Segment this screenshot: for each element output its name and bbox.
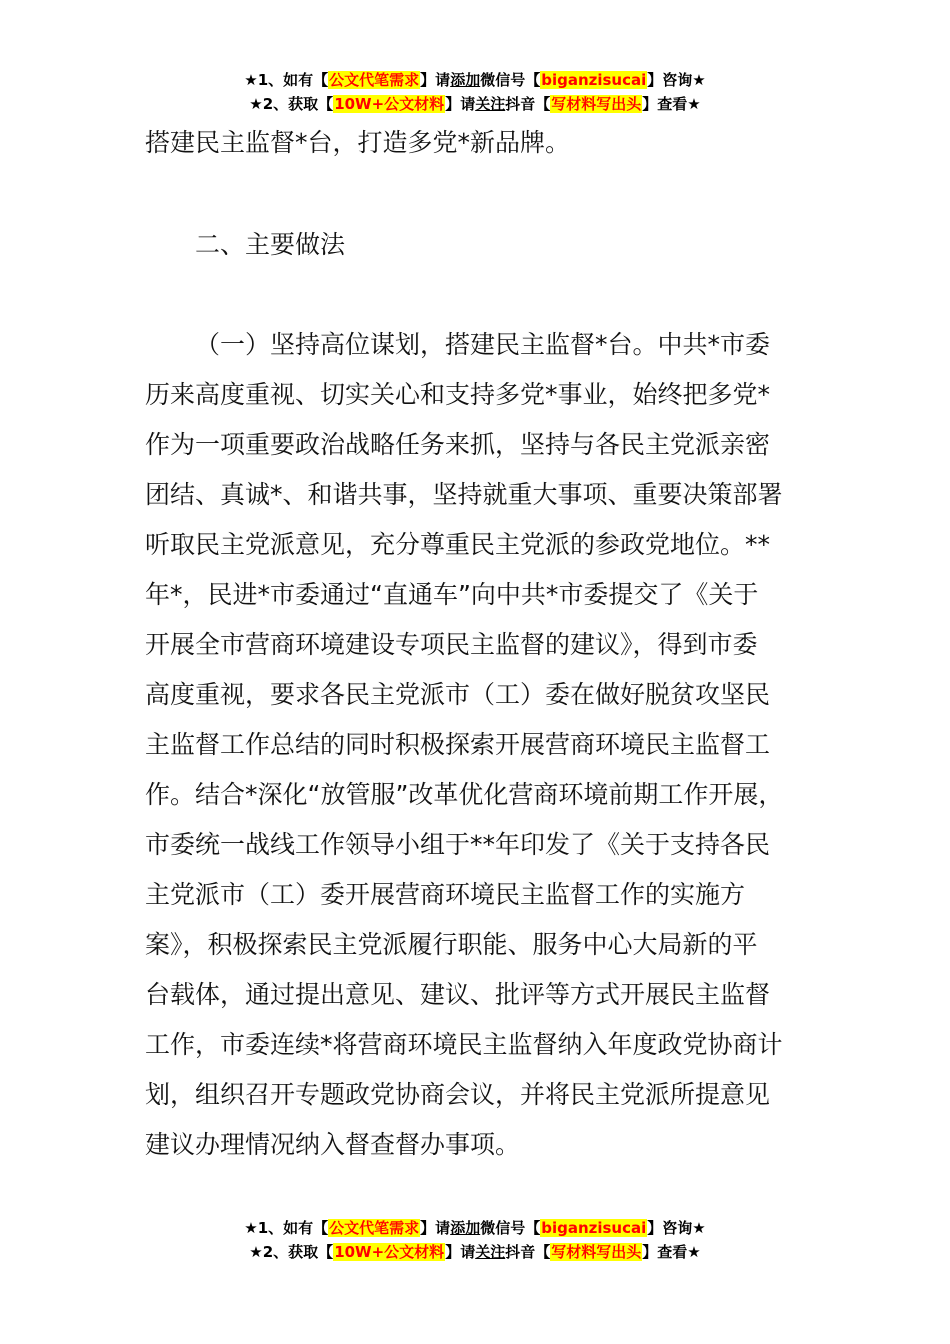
banner-line-1 [0, 1216, 950, 1240]
bottom-banner [0, 1216, 950, 1264]
banner-text: ★2、获取【 [249, 95, 334, 113]
paragraph-line: 工作，市委连续*将营商环境民主监督纳入年度政党协商计 [145, 1030, 783, 1059]
banner-text: 】查看★ [642, 95, 701, 113]
top-banner [0, 68, 950, 116]
banner-text: 】请 [420, 1219, 451, 1237]
banner-text: ★1、如有【 [244, 1219, 329, 1237]
highlight-materials: 10W+公文材料 [334, 1243, 445, 1261]
banner-line-2 [0, 1240, 950, 1264]
paragraph-line: 建议办理情况纳入督查督办事项。 [145, 1130, 521, 1159]
highlight-douyin: 写材料写出头 [551, 1243, 642, 1261]
paragraph-line: 开展全市营商环境建设专项民主监督的建议》，得到市委 [145, 630, 758, 659]
paragraph-line: 听取民主党派意见，充分尊重民主党派的参政党地位。** [145, 530, 771, 559]
highlight-service: 公文代笔需求 [329, 71, 420, 89]
highlight-service: 公文代笔需求 [329, 1219, 420, 1237]
banner-text: 抖音【 [505, 1243, 551, 1261]
banner-text: ★2、获取【 [249, 1243, 334, 1261]
banner-text: 】请 [445, 95, 476, 113]
highlight-wechat-id: biganzisucai [541, 1219, 647, 1237]
banner-line-2 [0, 92, 950, 116]
paragraph-line: 年*，民进*市委通过“直通车”向中共*市委提交了《关于 [145, 580, 759, 609]
highlight-douyin: 写材料写出头 [551, 95, 642, 113]
paragraph-line: 主监督工作总结的同时积极探索开展营商环境民主监督工 [145, 730, 771, 759]
highlight-wechat-id: biganzisucai [541, 71, 647, 89]
banner-text: 】咨询★ [647, 71, 706, 89]
banner-text: 】咨询★ [647, 1219, 706, 1237]
banner-line-1 [0, 68, 950, 92]
continued-text [145, 118, 835, 168]
continued-line: 搭建民主监督*台，打造多党*新品牌。 [145, 128, 571, 157]
banner-text: 】查看★ [642, 1243, 701, 1261]
banner-emphasis: 添加 [450, 71, 481, 89]
paragraph-line: 主党派市（工）委开展营商环境民主监督工作的实施方 [145, 880, 746, 909]
banner-text: 微信号【 [480, 1219, 541, 1237]
paragraph-line: 台载体，通过提出意见、建议、批评等方式开展民主监督 [145, 980, 771, 1009]
section-heading [195, 220, 885, 270]
paragraph-line: 案》，积极探索民主党派履行职能、服务中心大局新的平 [145, 930, 758, 959]
banner-emphasis: 关注 [475, 1243, 506, 1261]
banner-text: 】请 [445, 1243, 476, 1261]
paragraph-line: 团结、真诚*、和谐共事，坚持就重大事项、重要决策部署 [145, 480, 783, 509]
banner-emphasis: 关注 [475, 95, 506, 113]
body-paragraph [145, 320, 835, 1170]
banner-text: 抖音【 [505, 95, 551, 113]
banner-text: 】请 [420, 71, 451, 89]
banner-text: ★1、如有【 [244, 71, 329, 89]
paragraph-line: 作。结合*深化“放管服”改革优化营商环境前期工作开展， [145, 780, 784, 809]
highlight-materials: 10W+公文材料 [334, 95, 445, 113]
paragraph-line: 划，组织召开专题政党协商会议，并将民主党派所提意见 [145, 1080, 771, 1109]
paragraph-line: 作为一项重要政治战略任务来抓，坚持与各民主党派亲密 [145, 430, 771, 459]
paragraph-line: 高度重视，要求各民主党派市（工）委在做好脱贫攻坚民 [145, 680, 771, 709]
paragraph-line: 市委统一战线工作领导小组于**年印发了《关于支持各民 [145, 830, 771, 859]
banner-text: 微信号【 [480, 71, 541, 89]
paragraph-line: （一）坚持高位谋划，搭建民主监督*台。中共*市委 [195, 330, 771, 359]
banner-emphasis: 添加 [450, 1219, 481, 1237]
paragraph-line: 历来高度重视、切实关心和支持多党*事业，始终把多党* [145, 380, 771, 409]
heading-text: 二、主要做法 [195, 230, 346, 259]
